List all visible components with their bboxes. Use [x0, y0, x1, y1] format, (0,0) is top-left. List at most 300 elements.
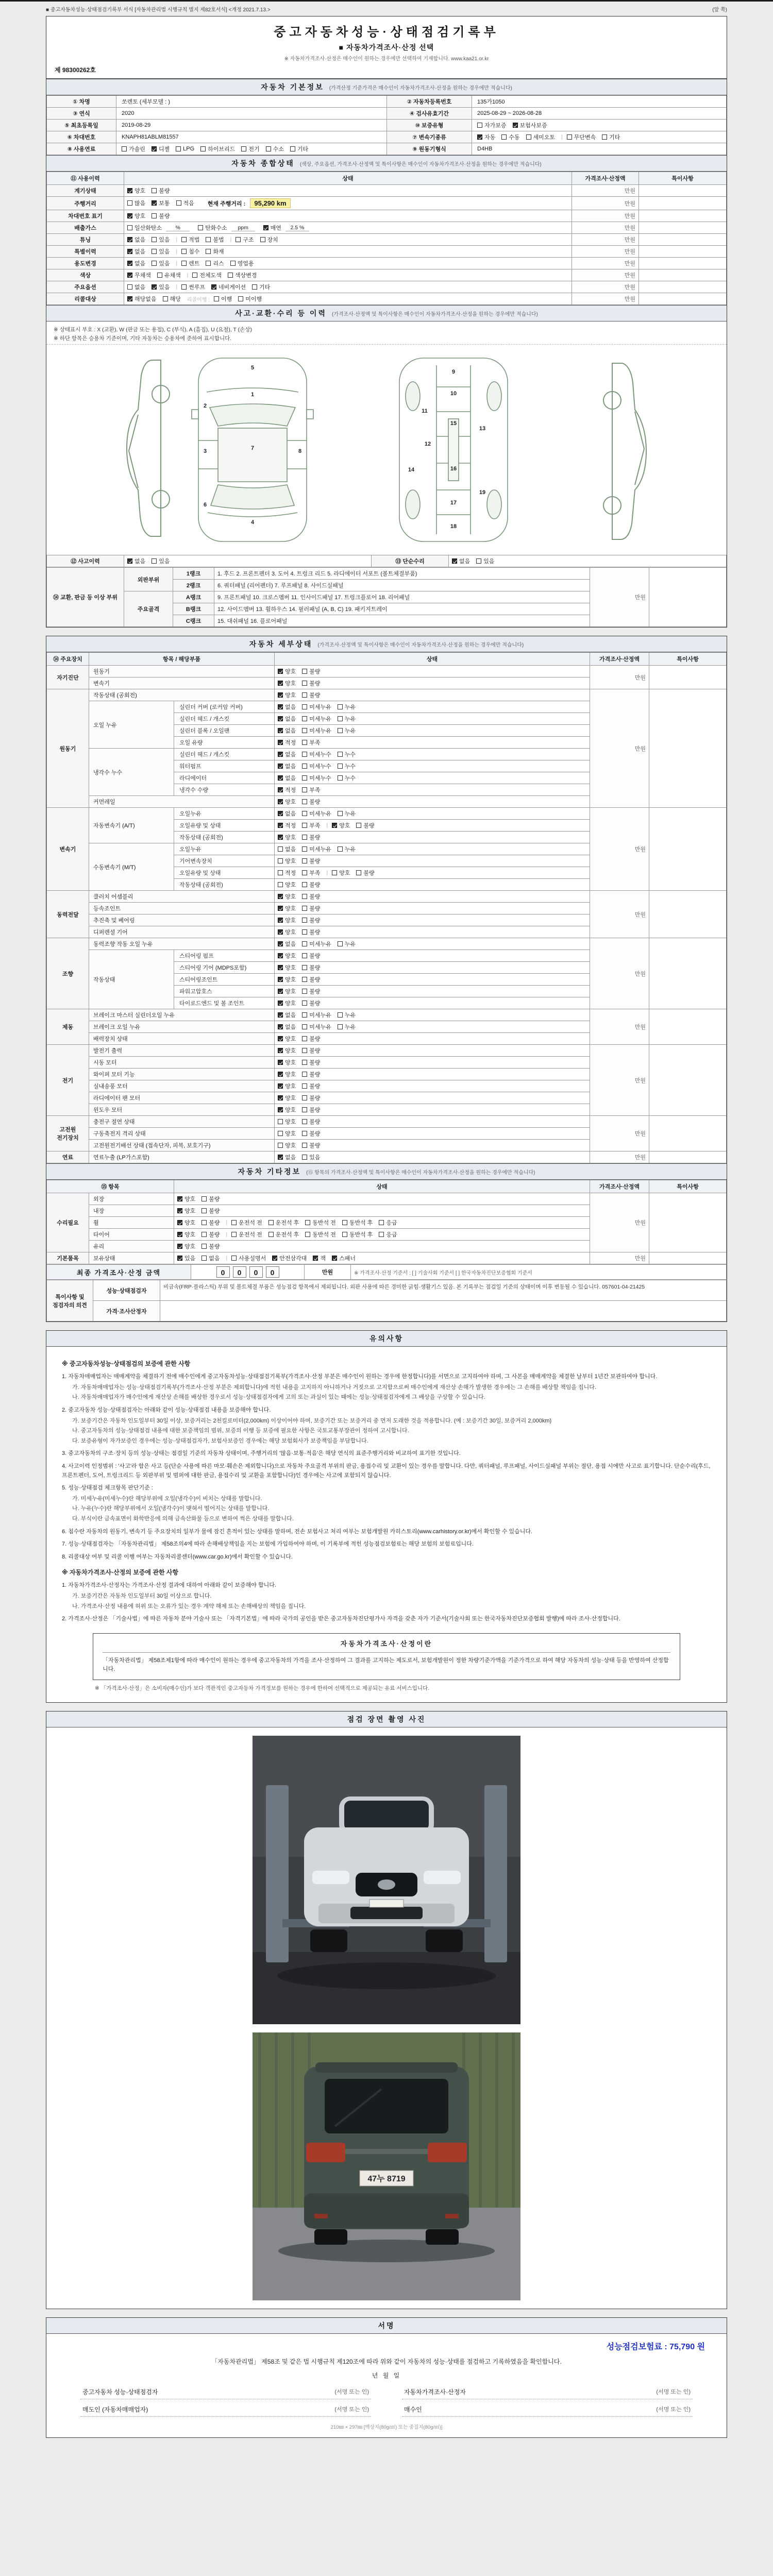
- checkbox-label: 불량: [309, 681, 321, 687]
- overall-row: [47, 246, 727, 258]
- option-group: [278, 940, 362, 948]
- checkbox-label: 미세누수: [309, 752, 331, 758]
- checkbox-label: 운전석 전: [239, 1220, 262, 1226]
- checkbox-option: [263, 224, 311, 232]
- checkbox-box: [278, 894, 283, 899]
- item-name: 시동 모터: [89, 1057, 275, 1069]
- option-group: [278, 786, 327, 794]
- item-name: 추진축 및 베어링: [89, 914, 275, 926]
- price-cell: 만원: [590, 1252, 649, 1264]
- option-group: [278, 833, 327, 841]
- exchange-label: ⑭ 교환, 판금 등 이상 부위: [47, 568, 124, 627]
- field-label: ⑦ 변속기종류: [387, 131, 472, 143]
- checkbox-label: 양호: [285, 681, 296, 687]
- item-state: [275, 843, 590, 855]
- price-cell: 만원: [590, 1009, 649, 1045]
- field-label: ③ 연식: [47, 108, 116, 120]
- checkbox-label: 없음: [285, 1155, 296, 1161]
- note-cell: [649, 1116, 727, 1151]
- checkbox-option: [302, 1082, 320, 1090]
- checkbox-box: [152, 213, 157, 218]
- checkbox-label: 없음: [135, 261, 146, 267]
- checkbox-label: 양호: [285, 1001, 296, 1007]
- basic-info-row: [47, 131, 727, 143]
- checkbox-label: 있음: [159, 237, 170, 243]
- item-name: 고전원전기배선 상태 (접속단자, 피복, 보호기구): [89, 1140, 275, 1151]
- device-name: 동력전달: [47, 891, 89, 938]
- signer-role: 자동차가격조사·산정자: [404, 2388, 466, 2396]
- notice-subitem: 나. 중고자동차의 성능·상태점검 내용에 대한 보증책임의 범위, 보증의 이행 등 보증에 필요한 사항은 국토교통부장관이 정하여 고시합니다.: [72, 1428, 409, 1434]
- etc-item-name: 보유상태: [89, 1252, 174, 1264]
- notice-item-list: [62, 1372, 711, 1562]
- checkbox-box: [452, 558, 457, 564]
- status-symbol-legend: ※ 상태표시 부호 : X (교환), W (판금 또는 용접), C (부식), A (흠집), U (요철), T (손상): [54, 327, 252, 333]
- checkbox-option: [206, 235, 224, 244]
- field-value: [116, 143, 387, 155]
- panel-number-1: 1: [250, 392, 255, 398]
- checkbox-option: [278, 963, 296, 972]
- checkbox-box: [127, 188, 132, 193]
- checkbox-option: [305, 1230, 336, 1239]
- checkbox-option: [302, 940, 331, 948]
- checkbox-box: [201, 1208, 207, 1213]
- checkbox-option: [238, 295, 262, 303]
- option-group: [452, 557, 501, 565]
- subitem-name: 스티어링조인트: [174, 974, 275, 986]
- checkbox-option: [302, 1141, 320, 1149]
- checkbox-option: [278, 928, 296, 936]
- option-group: [477, 121, 553, 129]
- section-basic-note: (가격산정 기준가격은 매수인이 자동차가격조사·산정을 원하는 경우에만 적습니다): [329, 85, 512, 91]
- option-group: [127, 271, 263, 279]
- panel-number-6: 6: [203, 502, 207, 508]
- document-header: [46, 16, 727, 79]
- checkbox-label: 미세누유: [309, 846, 331, 853]
- checkbox-label: 없음: [135, 249, 146, 255]
- basic-info-row: [47, 143, 727, 155]
- checkbox-label: 무채색: [135, 273, 151, 279]
- item-state: [275, 1092, 590, 1104]
- panel-number-16: 16: [450, 466, 457, 472]
- overall-row: [47, 258, 727, 269]
- note-cell: [649, 1151, 727, 1163]
- option-group: [127, 235, 284, 244]
- checkbox-option: [278, 857, 296, 865]
- checkbox-box: [302, 775, 307, 781]
- device-name: 연료: [47, 1151, 89, 1163]
- opinion-role: 가격·조사산정자: [93, 1301, 160, 1321]
- checkbox-option: [231, 1230, 262, 1239]
- item-state: [275, 713, 590, 725]
- checkbox-option: [152, 145, 170, 153]
- option-group: [127, 224, 317, 232]
- notice-item-list-2: [62, 1581, 711, 1623]
- checkbox-box: [278, 929, 283, 935]
- signature-statement: 「자동차관리법」 제58조 및 같은 법 시행규칙 제120조에 따라 위와 같이 자동차의 성능·상태를 점검하고 기록하였음을 확인합니다.: [211, 2358, 562, 2365]
- option-group: [278, 952, 327, 960]
- notice-subitem: 나. 누유(누수)란 해당부위에서 오일(냉각수)이 맺혀서 떨어지는 상태를 말합니다.: [72, 1505, 270, 1512]
- checkbox-box: [338, 764, 343, 769]
- checkbox-label: 부족: [309, 787, 321, 793]
- checkbox-label: 양호: [184, 1244, 196, 1250]
- checkbox-option: [177, 1195, 195, 1203]
- checkbox-option: [338, 1011, 356, 1019]
- checkbox-label: 미세누유: [309, 1012, 331, 1019]
- checkbox-option: [268, 1218, 299, 1227]
- checkbox-label: 불량: [309, 989, 321, 995]
- overall-row: [47, 185, 727, 197]
- option-group: [477, 133, 626, 141]
- checkbox-box: [338, 846, 343, 852]
- usage-item-state: [124, 293, 572, 305]
- exchange-rank-table: [46, 567, 727, 627]
- checkbox-box: [177, 1232, 182, 1237]
- checkbox-label: 누수: [344, 764, 356, 770]
- accident-legend-block: [46, 321, 727, 345]
- checkbox-label: 리스: [213, 261, 224, 267]
- checkbox-option: [214, 295, 232, 303]
- panel-photos: [46, 1711, 727, 2309]
- checkbox-option: [278, 1058, 296, 1066]
- paper-spec-footer: 210㎜ × 297㎜ [백상지(80g/㎡) 또는 중질지(80g/㎡)]: [330, 2424, 443, 2430]
- checkbox-label: 없음: [285, 752, 296, 758]
- item-state: [275, 689, 590, 701]
- section-etc-header: [46, 1163, 727, 1180]
- option-group: [278, 774, 362, 782]
- detail-condition-table: [46, 652, 727, 1163]
- rank-group: 주요골격: [124, 591, 173, 627]
- checkbox-label: 탄화수소: [205, 225, 227, 231]
- checkbox-label: 잭: [320, 1256, 326, 1262]
- checkbox-label: 누유: [344, 941, 356, 947]
- checkbox-box: [127, 213, 132, 218]
- overall-row: [47, 234, 727, 246]
- basic-info-row: [47, 108, 727, 120]
- checkbox-box: [278, 1143, 283, 1148]
- usage-item-state: [124, 185, 572, 197]
- overall-row: [47, 281, 727, 293]
- checkbox-box: [278, 977, 283, 982]
- lift-post-left: [266, 1785, 289, 1962]
- checkbox-option: [231, 1254, 266, 1262]
- checkbox-option: [290, 145, 308, 153]
- signature-hint: (서명 또는 인): [334, 2406, 369, 2413]
- wheel-left: [310, 1929, 347, 1952]
- form-reference-bar: [46, 5, 727, 13]
- checkbox-box: [302, 787, 307, 792]
- checkbox-option: [278, 916, 296, 924]
- checkbox-option: [206, 247, 224, 256]
- notice-item: 3. 중고자동차의 구조·장치 등의 성능·상태는 점검일 기준의 자동차 상태이며, 주행거리의 '많음·보통·적음'은 해당 연식의 표준주행거리와 비교하여 표기한 것입니다.: [62, 1450, 461, 1457]
- option-group: [278, 869, 381, 877]
- checkbox-label: 양호: [285, 977, 296, 983]
- panel-number-17: 17: [450, 500, 457, 506]
- rank-name: 2랭크: [173, 580, 214, 591]
- checkbox-option: [177, 1254, 195, 1262]
- checkbox-option: [379, 1230, 397, 1239]
- checkbox-option: [278, 845, 296, 853]
- item-state: [275, 701, 590, 713]
- device-name: 변속기: [47, 808, 89, 891]
- checkbox-option: [278, 975, 296, 984]
- notice-subitem: 다. 부식이란 금속표면이 화학반응에 의해 금속산화물 등으로 변하여 썩은 상태를 말합니다.: [72, 1515, 294, 1522]
- checkbox-label: 미세누유: [309, 704, 331, 710]
- checkbox-option: [201, 1254, 220, 1262]
- checkbox-label: 운전석 후: [275, 1220, 299, 1226]
- checkbox-label: 있음: [159, 558, 170, 565]
- checkbox-option: [278, 691, 296, 699]
- checkbox-label: 동반석 전: [312, 1232, 336, 1238]
- car-damage-diagram: [67, 347, 706, 553]
- checkbox-option: [272, 1254, 307, 1262]
- checkbox-option: [278, 798, 296, 806]
- notice-item: 6. 침수란 자동차의 원동기, 변속기 등 주요장치의 일부가 물에 잠긴 흔적이 있는 상태를 말하며, 전손 보험사고 처리 여부는 보험개발원 카히스토리(www.carhistory.or.kr)에서 확인할 수 있습니다.: [62, 1528, 533, 1535]
- option-group: [127, 212, 176, 220]
- checkbox-box: [152, 261, 157, 266]
- checkbox-label: LPG: [183, 146, 195, 152]
- checkbox-label: 화재: [213, 249, 224, 255]
- usage-item-state: [124, 269, 572, 281]
- checkbox-box: [231, 1232, 237, 1237]
- basic-info-row: [47, 120, 727, 131]
- checkbox-label: 적정: [285, 823, 296, 829]
- checkbox-label: 적음: [183, 200, 194, 207]
- checkbox-box: [302, 740, 307, 745]
- checkbox-option: [192, 271, 222, 279]
- checkbox-option: [302, 963, 320, 972]
- section-accident-header: [46, 305, 727, 321]
- checkbox-box: [278, 752, 283, 757]
- checkbox-label: 하이브리드: [208, 146, 236, 152]
- checkbox-box: [228, 273, 233, 278]
- note-cell: [649, 891, 727, 938]
- checkbox-label: 스패너: [339, 1256, 356, 1262]
- checkbox-option: [332, 1254, 356, 1262]
- checkbox-option: [302, 667, 320, 675]
- signer-role: 중고자동차 성능·상태점검자: [82, 2388, 158, 2396]
- checkbox-label: 미세누유: [309, 811, 331, 817]
- notice-body: [46, 1347, 727, 1702]
- checkbox-label: 자동: [484, 134, 496, 141]
- checkbox-option: [356, 821, 374, 829]
- checkbox-label: 양호: [285, 1119, 296, 1125]
- col-state: 상태: [275, 653, 590, 666]
- inspection-insurance-fee: 성능점검보험료 : 75,790 원: [606, 2342, 705, 2351]
- section-accident-note: (가격조사·산정액 및 특이사항은 매수인이 자동차가격조사·산정을 원하는 경우에만 적습니다): [331, 311, 538, 317]
- checkbox-box: [198, 225, 203, 230]
- item-name: 등속조인트: [89, 903, 275, 914]
- checkbox-box: [201, 1220, 207, 1225]
- option-group: [278, 975, 327, 984]
- notice-item: 2. 중고자동차 성능·상태점검자는 아래와 같이 성능·상태점검 내용을 보증해야 합니다.: [62, 1406, 271, 1413]
- detail-row: [47, 891, 727, 903]
- checkbox-option: [278, 1046, 296, 1055]
- note-cell: [639, 281, 727, 293]
- subitem-name: 파워고압호스: [174, 986, 275, 997]
- checkbox-label: 없음: [285, 775, 296, 782]
- option-group: [278, 726, 362, 735]
- checkbox-box: [278, 728, 283, 733]
- checkbox-label: 장치: [267, 237, 278, 243]
- checkbox-option: [278, 738, 296, 747]
- checkbox-box: [302, 894, 307, 899]
- checkbox-label: 없음: [285, 764, 296, 770]
- item-name: 냉각수 누수: [89, 749, 174, 796]
- option-group: [127, 283, 276, 291]
- checkbox-option: [198, 224, 257, 232]
- option-divider: |: [226, 1255, 228, 1261]
- checkbox-box: [342, 1220, 347, 1225]
- checkbox-option: [127, 235, 145, 244]
- option-divider: |: [326, 870, 328, 876]
- note-cell: [649, 1009, 727, 1045]
- reflector-left: [314, 2214, 328, 2218]
- checkbox-option: [338, 750, 356, 758]
- checkbox-option: [127, 259, 145, 267]
- checkbox-box: [302, 1119, 307, 1124]
- overall-row: [47, 293, 727, 305]
- checkbox-box: [127, 273, 132, 278]
- col-usage-history: ⑪ 사용이력: [47, 172, 124, 185]
- checkbox-box: [278, 704, 283, 709]
- checkbox-box: [214, 296, 219, 301]
- license-plate-text: 47누 8719: [367, 2174, 406, 2183]
- rear-window: [325, 2079, 448, 2133]
- checkbox-option: [201, 1207, 220, 1215]
- checkbox-option: [338, 1023, 356, 1031]
- checkbox-option: [302, 1046, 320, 1055]
- device-name: 전기: [47, 1045, 89, 1116]
- subitem-name: 오일 유량: [174, 737, 275, 749]
- taillight-left: [306, 2143, 345, 2162]
- checkbox-option: [127, 295, 157, 303]
- checkbox-option: [302, 679, 320, 687]
- checkbox-option: [302, 821, 320, 829]
- checkbox-box: [152, 200, 157, 206]
- item-name: 디퍼렌셜 기어: [89, 926, 275, 938]
- item-state: [275, 997, 590, 1009]
- checkbox-label: 누유: [344, 728, 356, 734]
- field-value: [472, 120, 727, 131]
- checkbox-option: [177, 1207, 195, 1215]
- checkbox-box: [278, 764, 283, 769]
- checkbox-option: [302, 1023, 331, 1031]
- final-price-table: [46, 1264, 727, 1280]
- panel-signature: [46, 2317, 727, 2438]
- checkbox-box: [302, 941, 307, 946]
- checkbox-label: 네비게이션: [219, 284, 246, 291]
- checkbox-label: 적정: [285, 787, 296, 793]
- checkbox-label: 없음: [135, 558, 146, 565]
- checkbox-box: [302, 811, 307, 816]
- checkbox-label: 양호: [285, 1048, 296, 1054]
- checkbox-option: [127, 187, 145, 195]
- checkbox-box: [302, 823, 307, 828]
- accident-history-table: [46, 555, 727, 567]
- checkbox-label: 불량: [309, 858, 321, 865]
- checkbox-option: [122, 145, 145, 153]
- item-state: [275, 1116, 590, 1128]
- checkbox-option: [278, 987, 296, 995]
- checkbox-label: 부족: [309, 740, 321, 746]
- checkbox-option: [302, 809, 331, 818]
- checkbox-box: [278, 1119, 283, 1124]
- checkbox-option: [278, 703, 296, 711]
- rank-group: 외판부위: [124, 568, 173, 591]
- checkbox-box: [278, 787, 283, 792]
- checkbox-option: [356, 869, 374, 877]
- checkbox-label: 가솔린: [129, 146, 145, 152]
- subitem-name: 스티어링 펌프: [174, 950, 275, 962]
- detail-row: [47, 1009, 727, 1021]
- etc-group-name: 수리필요: [47, 1193, 89, 1252]
- checkbox-option: [200, 145, 235, 153]
- panel-notice: [46, 1330, 727, 1703]
- checkbox-label: 불량: [209, 1220, 220, 1226]
- field-value: 2020: [116, 108, 387, 120]
- item-state: [275, 832, 590, 843]
- option-divider: |: [176, 236, 178, 243]
- checkbox-label: 양호: [285, 894, 296, 900]
- section-accident-title: 사고·교환·수리 등 이력: [235, 309, 327, 317]
- checkbox-option: [230, 259, 254, 267]
- checkbox-box: [177, 1256, 182, 1261]
- checkbox-label: 불량: [309, 894, 321, 900]
- col-state: 상태: [124, 172, 572, 185]
- option-group: [278, 1129, 327, 1138]
- checkbox-option: [338, 726, 356, 735]
- field-label: ② 자동차등록번호: [387, 96, 472, 108]
- note-cell: [649, 1045, 727, 1116]
- checkbox-label: 양호: [285, 929, 296, 936]
- checkbox-box: [302, 669, 307, 674]
- item-name: 오일 누유: [89, 701, 174, 749]
- checkbox-option: [231, 1218, 262, 1227]
- item-state: [275, 796, 590, 808]
- checkbox-box: [206, 249, 211, 254]
- rank-name: A랭크: [173, 591, 214, 603]
- col-item: 항목 / 해당부품: [89, 653, 275, 666]
- checkbox-box: [278, 1083, 283, 1089]
- checkbox-box: [338, 1024, 343, 1029]
- checkbox-option: [152, 212, 170, 220]
- wheel-right: [426, 1929, 463, 1952]
- item-state: [275, 926, 590, 938]
- checkbox-label: 적정: [285, 870, 296, 876]
- checkbox-label: 불량: [309, 1107, 321, 1113]
- checkbox-option: [278, 1011, 296, 1019]
- item-name: 수동변속기 (M/T): [89, 843, 174, 891]
- usage-item-label: 색상: [47, 269, 124, 281]
- field-value: 135가1050: [472, 96, 727, 108]
- col-etc-state: 상태: [174, 1180, 590, 1193]
- option-group: [278, 1023, 362, 1031]
- checkbox-box: [263, 225, 268, 230]
- windshield: [344, 1801, 429, 1831]
- option-group: [127, 247, 230, 256]
- checkbox-label: 미세누유: [309, 1024, 331, 1030]
- subitem-name: 작동상태 (공회전): [174, 879, 275, 891]
- option-group: [278, 987, 327, 995]
- checkbox-label: 불량: [309, 692, 321, 699]
- col-note: 특이사항: [649, 653, 727, 666]
- checkbox-label: 있음: [184, 1256, 196, 1262]
- signature-row: [80, 2385, 371, 2399]
- subitem-name: 기어변속장치: [174, 855, 275, 867]
- option-group: [278, 762, 362, 770]
- checkbox-label: 누유: [344, 704, 356, 710]
- etc-item-name: 외장: [89, 1193, 174, 1205]
